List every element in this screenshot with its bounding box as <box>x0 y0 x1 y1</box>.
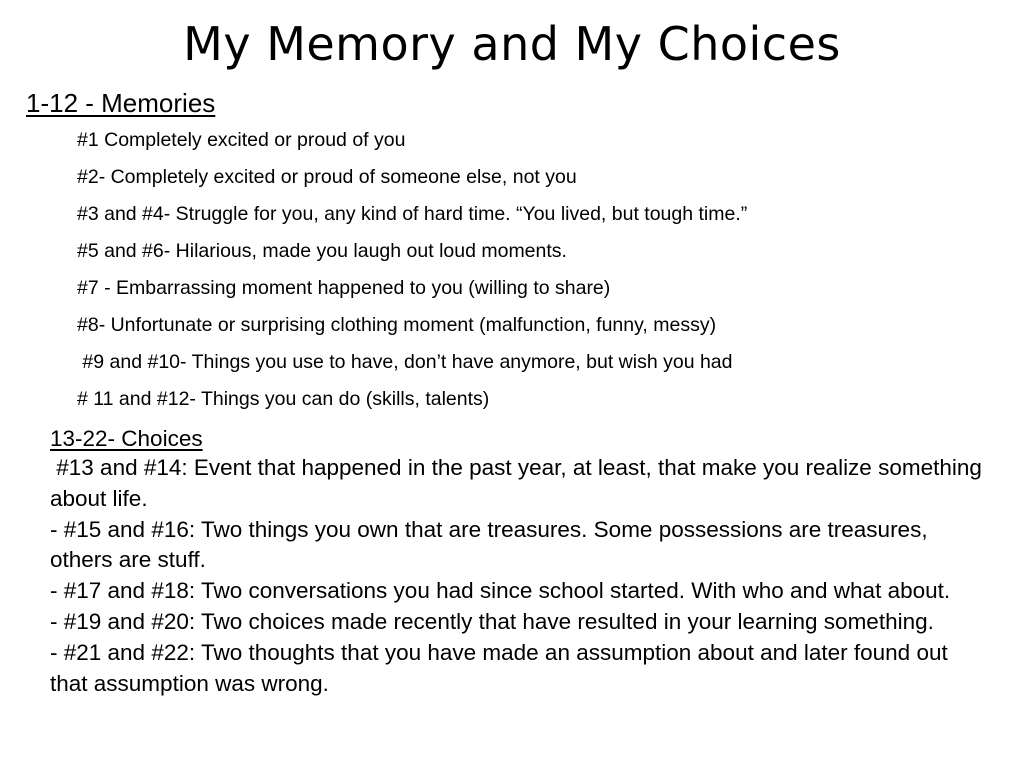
choice-item-21-22: - #21 and #22: Two thoughts that you have made an assumption about and later found out that assumption was wrong. <box>50 639 948 696</box>
memories-heading: 1-12 - Memories <box>26 88 216 118</box>
memory-item-9-10: #9 and #10- Things you use to have, don’t have anymore, but wish you had <box>77 351 733 373</box>
memory-item-11-12: # 11 and #12- Things you can do (skills, talents) <box>77 388 490 410</box>
choice-item-13-14: #13 and #14: Event that happened in the past year, at least, that make you realize something about life. <box>50 455 989 511</box>
memory-item-3-4: #3 and #4- Struggle for you, any kind of hard time. “You lived, but tough time.” <box>77 203 748 225</box>
choice-item-17-18: - #17 and #18: Two conversations you had since school started. With who and what about. <box>50 578 951 604</box>
memory-item-1: #1 Completely excited or proud of you <box>77 129 406 151</box>
slide-title: My Memory and My Choices <box>183 17 841 71</box>
memory-item-7: #7 - Embarrassing moment happened to you (willing to share) <box>77 277 611 299</box>
memory-item-5-6: #5 and #6- Hilarious, made you laugh out loud moments. <box>77 240 567 262</box>
choice-item-15-16: - #15 and #16: Two things you own that are treasures. Some possessions are treasures, others are stuff. <box>50 516 928 573</box>
memory-item-8: #8- Unfortunate or surprising clothing moment (malfunction, funny, messy) <box>77 314 717 336</box>
memories-list <box>77 128 747 424</box>
choices-section <box>50 424 990 699</box>
choice-item-19-20: - #19 and #20: Two choices made recently that have resulted in your learning something. <box>50 608 934 634</box>
choices-heading: 13-22- Choices <box>50 426 203 451</box>
memory-item-2: #2- Completely excited or proud of someone else, not you <box>77 166 577 188</box>
